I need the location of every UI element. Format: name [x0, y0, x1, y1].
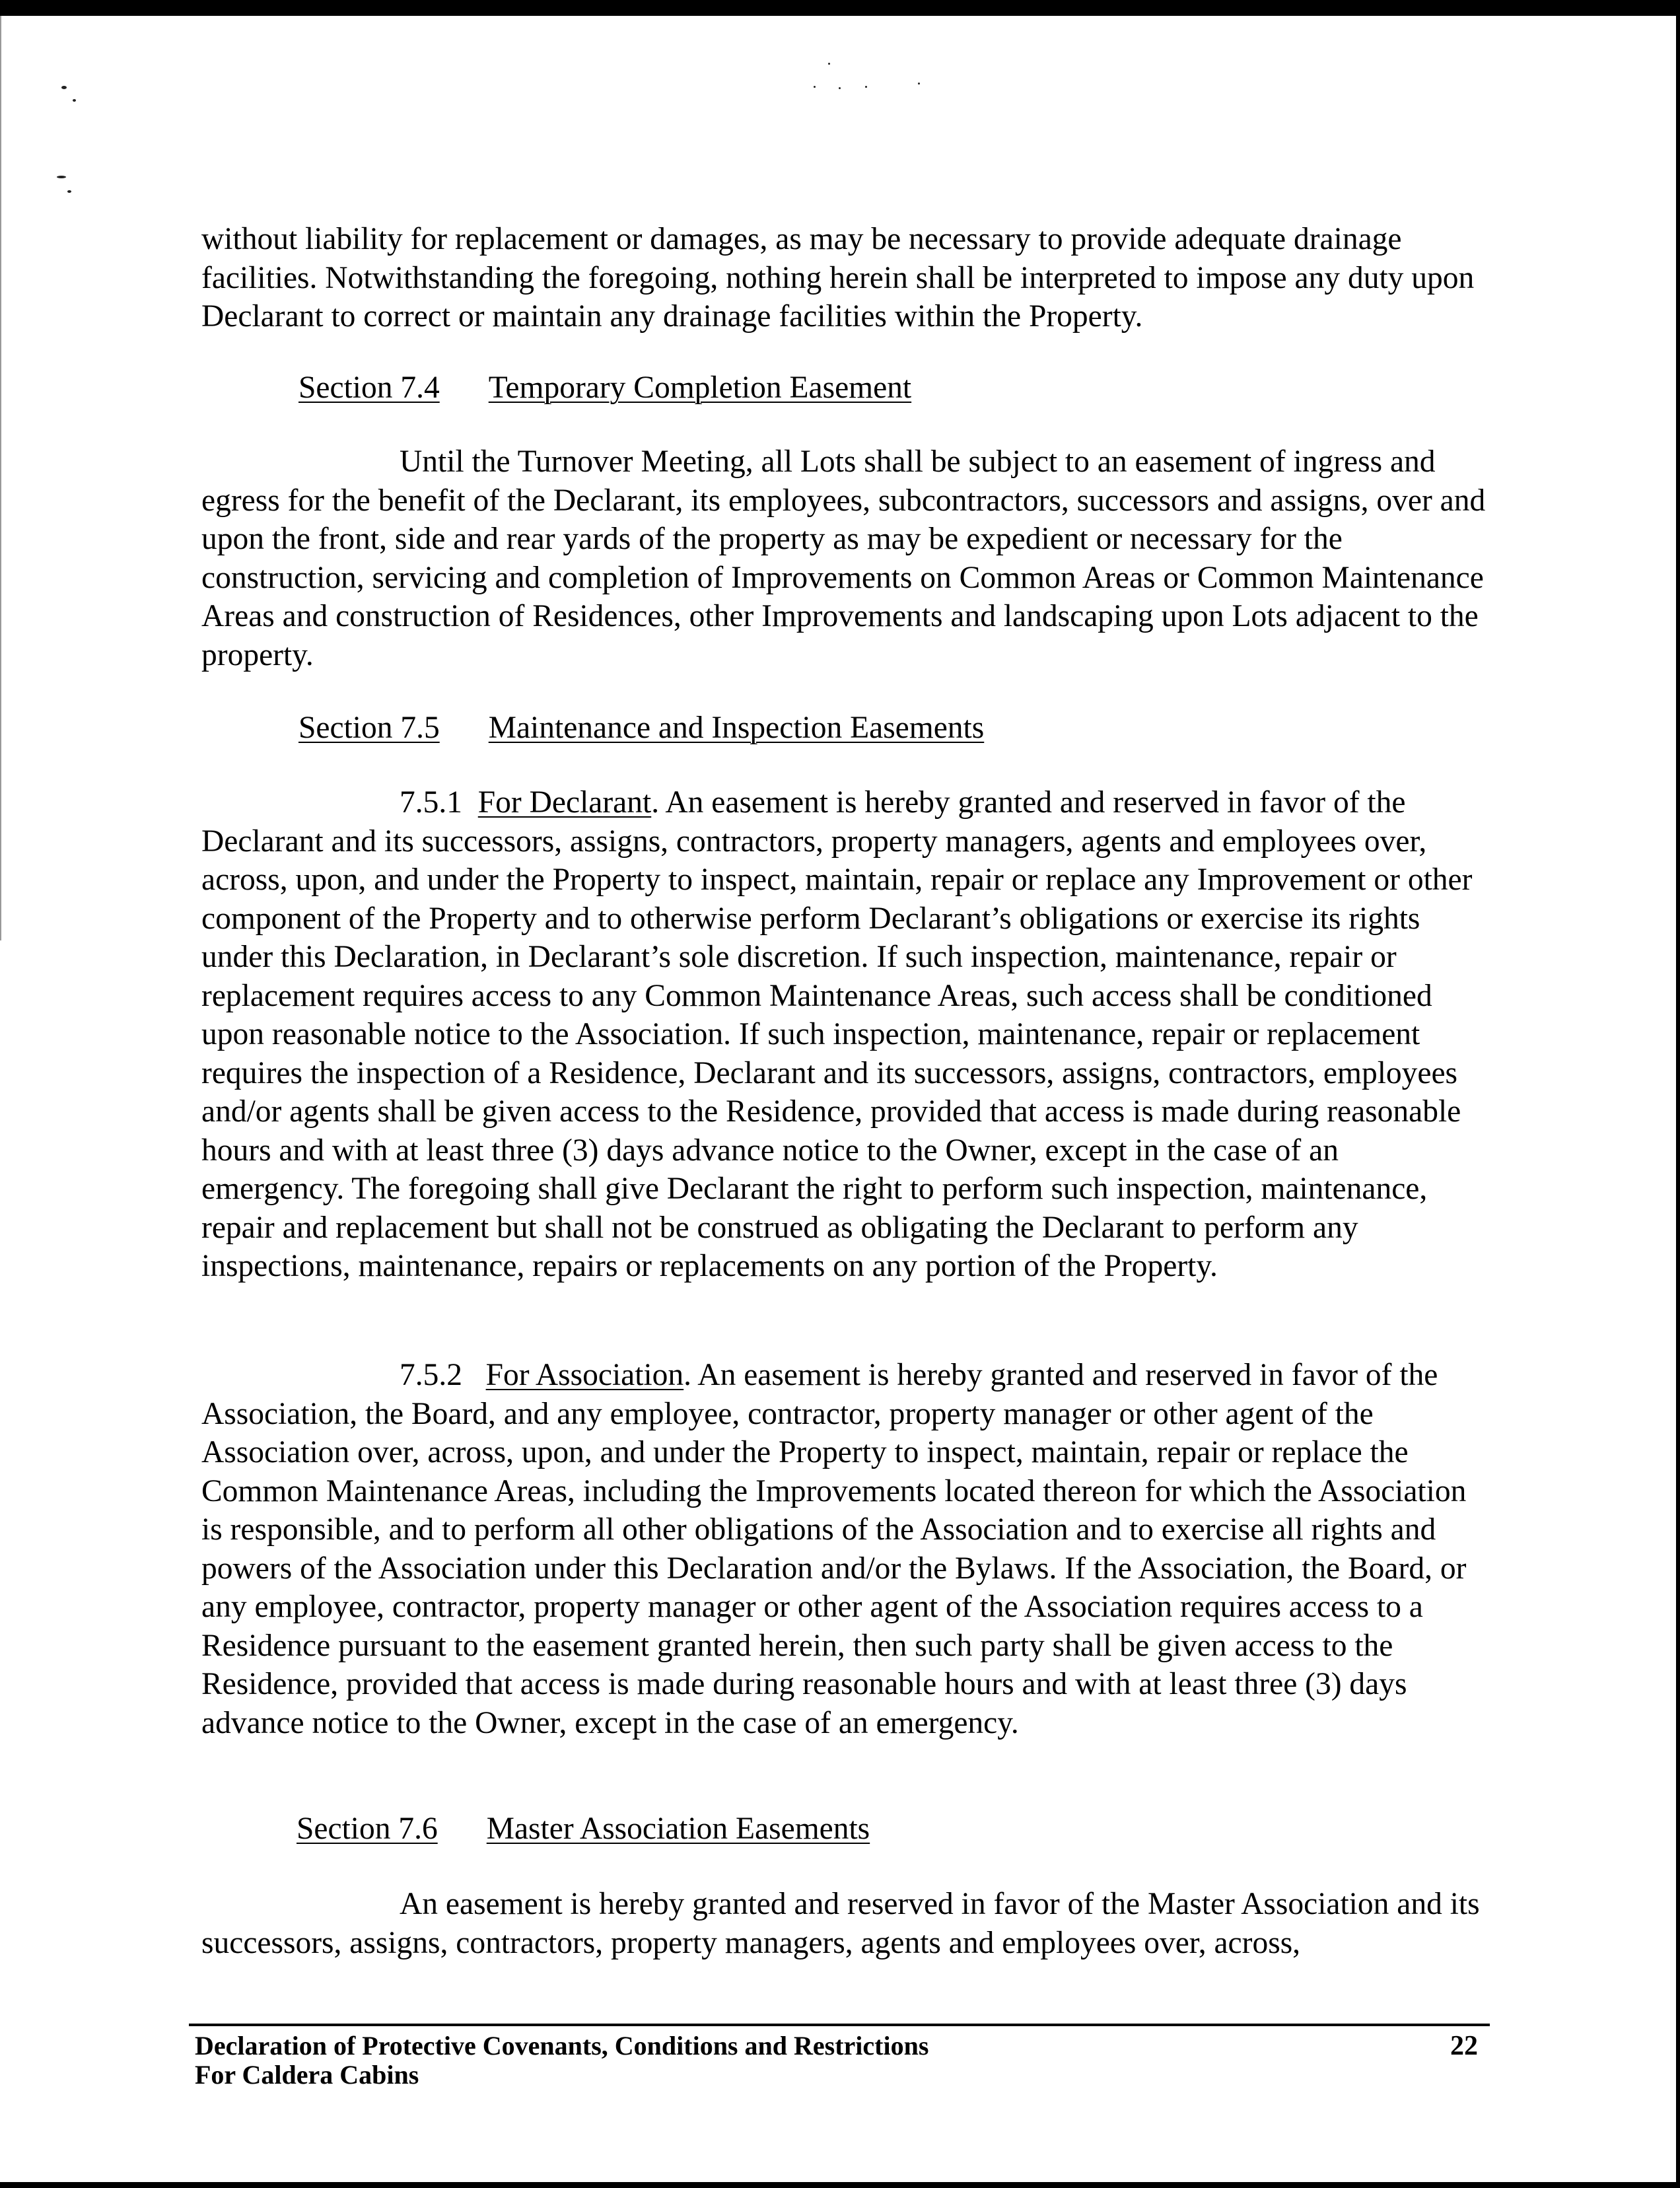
- page-number: 22: [1450, 2031, 1478, 2061]
- scan-top-border: [0, 0, 1680, 16]
- scan-speck: [67, 190, 71, 193]
- section-7-6-title: Master Association Easements: [486, 1812, 870, 1846]
- subsection-7-5-2: [201, 1356, 1489, 1742]
- scan-speck: [57, 176, 66, 178]
- scan-right-border: [1676, 16, 1680, 2182]
- subsection-7-5-1: [201, 783, 1489, 1286]
- subsection-7-5-2-heading: For Association: [485, 1358, 684, 1392]
- scan-left-edge: [0, 16, 1, 940]
- subsection-7-5-2-number: 7.5.2: [400, 1358, 462, 1392]
- footer-title-line-2: For Caldera Cabins: [195, 2060, 419, 2090]
- footer-title-line-1: Declaration of Protective Covenants, Conditions and Restrictions: [195, 2031, 929, 2061]
- section-7-6-body: An easement is hereby granted and reserved in favor of the Master Association and its successors, assigns, contractors, property managers, agents and employees over, across,: [201, 1887, 1480, 1960]
- scan-speck: [61, 86, 67, 89]
- paragraph-drainage-continuation: without liability for replacement or damages, as may be necessary to provide adequate drainage facilities. Notwithstanding the foregoing, nothing herein shall be interpreted to impose any duty upon Declarant to correct or maintain any drainage facilities within the Property.: [201, 222, 1475, 334]
- section-7-6-number: Section 7.6: [297, 1812, 438, 1846]
- subsection-7-5-1-body: . An easement is hereby granted and reserved in favor of the Declarant and its successors, assigns, contractors, property managers, agents and employees over, across, upon, and under the Property to inspect, maintain, repair or replace any Improvement or other component of the Property and to otherwise perform Declarant’s obligations or exercise its rights under this Declaration, in Declarant’s sole discretion. If such inspection, maintenance, repair or replacement requires access to any Common Maintenance Areas, such access shall be conditioned upon reasonable notice to the Association. If such inspection, maintenance, repair or replacement requires the inspection of a Residence, Declarant and its successors, assigns, contractors, employees and/or agents shall be given access to the Residence, provided that access is made during reasonable hours and with at least three (3) days advance notice to the Owner, except in the case of an emergency. The foregoing shall give Declarant the right to perform such inspection, maintenance, repair and replacement but shall not be construed as obligating the Declarant to perform any inspections, maintenance, repairs or replacements on any portion of the Property.: [201, 785, 1473, 1283]
- section-7-5-title: Maintenance and Inspection Easements: [488, 711, 985, 745]
- subsection-7-5-1-number: 7.5.1: [400, 785, 462, 820]
- scan-bottom-border: [0, 2182, 1680, 2188]
- scan-speck: [73, 99, 76, 102]
- section-7-4-title: Temporary Completion Easement: [488, 371, 912, 405]
- footer-rule: [189, 2024, 1490, 2026]
- subsection-7-5-2-body: . An easement is hereby granted and reserved in favor of the Association, the Board, and any employee, contractor, property manager or other agent of the Association over, across, upon, and under the Property to inspect, maintain, repair or replace the Common Maintenance Areas, including the Improvements located thereon for which the Association is responsible, and to perform all other obligations of the Association and to exercise all rights and powers of the Association under this Declaration and/or the Bylaws. If the Association, the Board, or any employee, contractor, property manager or other agent of the Association requires access to a Residence pursuant to the easement granted herein, then such party shall be given access to the Residence, provided that access is made during reasonable hours and with at least three (3) days advance notice to the Owner, except in the case of an emergency.: [201, 1358, 1467, 1740]
- section-7-4-body: Until the Turnover Meeting, all Lots shall be subject to an easement of ingress and egress for the benefit of the Declarant, its employees, subcontractors, successors and assigns, over and upon the front, side and rear yards of the property as may be expedient or necessary for the construction, servicing and completion of Improvements on Common Areas or Common Maintenance Areas and construction of Residences, other Improvements and landscaping upon Lots adjacent to the property.: [201, 444, 1486, 672]
- footer-document-title: [195, 2031, 928, 2090]
- section-7-5-number: Section 7.5: [298, 711, 440, 745]
- subsection-7-5-1-heading: For Declarant: [477, 785, 652, 820]
- section-7-4-number: Section 7.4: [298, 371, 440, 405]
- scan-speck: [865, 86, 867, 88]
- section-7-6-heading: [297, 1810, 870, 1848]
- section-7-5-heading: [298, 709, 984, 747]
- scan-speck: [918, 83, 920, 85]
- scan-speck: [828, 63, 830, 65]
- scan-speck: [814, 86, 816, 88]
- scan-speck: [839, 87, 841, 89]
- section-7-4-heading: [298, 369, 911, 407]
